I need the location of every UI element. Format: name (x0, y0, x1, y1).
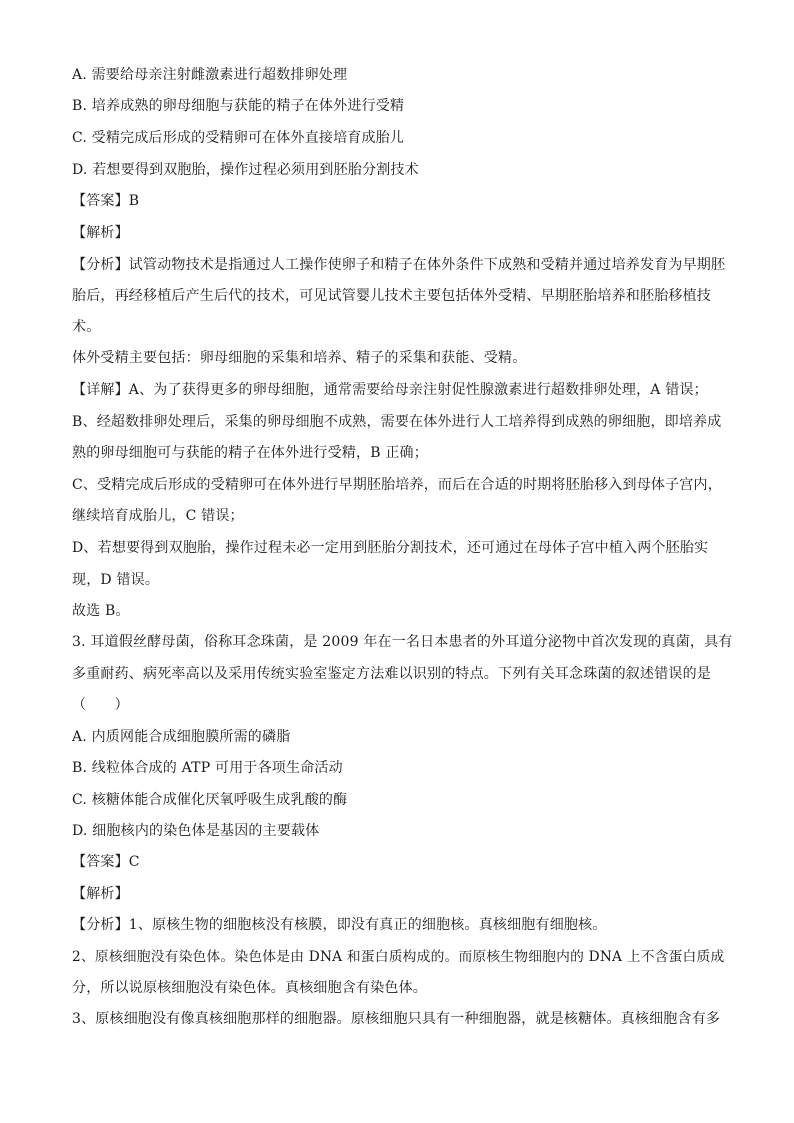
answer-blank: （ ） (72, 697, 129, 713)
detail-text-line: C、受精完成后形成的受精卵可在体外进行早期胚胎培养，而后在合适的时期将胚胎移入到母体子宫内， (72, 477, 722, 493)
detail-text-line: 继续培育成胎儿，C 错误； (72, 508, 244, 524)
option-d-line: D. 细胞核内的染色体是基因的主要载体 (72, 823, 320, 839)
question-3-line: 多重耐药、病死率高以及采用传统实验室鉴定方法难以识别的特点。下列有关耳念珠菌的叙述错误的是 (72, 666, 711, 682)
detail-text-line: 【详解】A、为了获得更多的卵母细胞，通常需要给母亲注射促性腺激素进行超数排卵处理，A 错误； (72, 382, 708, 398)
answer-line: 【答案】B (72, 193, 140, 209)
option-b-line: B. 培养成熟的卵母细胞与获能的精子在体外进行受精 (72, 98, 405, 114)
option-c-line: C. 核糖体能合成催化厌氧呼吸生成乳酸的酶 (72, 792, 348, 808)
answer-line: 【答案】C (72, 854, 140, 870)
detail-text-line: 现，D 错误。 (72, 572, 160, 588)
analysis-text-line: 【分析】1、原核生物的细胞核没有核膜，即没有真正的细胞核。真核细胞有细胞核。 (72, 917, 607, 933)
conclusion-line: 故选 B。 (72, 603, 130, 619)
analysis-text-line: 体外受精主要包括：卵母细胞的采集和培养、精子的采集和获能、受精。 (72, 350, 527, 366)
option-a-line: A. 内质网能合成细胞膜所需的磷脂 (72, 729, 291, 745)
question-3-line: 3. 耳道假丝酵母菌，俗称耳念珠菌，是 2009 年在一名日本患者的外耳道分泌物中首次发现的真菌，具有 (72, 634, 733, 650)
analysis-text-line: 胎后，再经移植后产生后代的技术，可见试管婴儿技术主要包括体外受精、早期胚胎培养和胚胎移植技 (72, 288, 711, 304)
analysis-text-line: 3、原核细胞没有像真核细胞那样的细胞器。原核细胞只具有一种细胞器，就是核糖体。真核细胞含有多 (72, 1011, 721, 1027)
analysis-text-line: 分，所以说原核细胞没有染色体。真核细胞含有染色体。 (72, 980, 427, 996)
analysis-text-line: 2、原核细胞没有染色体。染色体是由 DNA 和蛋白质构成的。而原核生物细胞内的 DNA 上不含蛋白质成 (72, 949, 725, 965)
analysis-text-line: 术。 (72, 319, 101, 335)
option-d-line: D. 若想要得到双胞胎，操作过程必须用到胚胎分割技术 (72, 162, 419, 178)
analysis-heading: 【解析】 (72, 225, 129, 241)
detail-text-line: 熟的卵母细胞可与获能的精子在体外进行受精，B 正确； (72, 445, 428, 461)
option-b-line: B. 线粒体合成的 ATP 可用于各项生命活动 (72, 760, 343, 776)
option-a-line: A. 需要给母亲注射雌激素进行超数排卵处理 (72, 67, 348, 83)
analysis-text-line: 【分析】试管动物技术是指通过人工操作使卵子和精子在体外条件下成熟和受精并通过培养发育为早期胚 (72, 257, 726, 273)
detail-text-line: D、若想要得到双胞胎，操作过程未必一定用到胚胎分割技术，还可通过在母体子宫中植入两个胚胎实 (72, 540, 709, 556)
option-c-line: C. 受精完成后形成的受精卵可在体外直接培育成胎儿 (72, 130, 405, 146)
detail-text-line: B、经超数排卵处理后，采集的卵母细胞不成熟，需要在体外进行人工培养得到成熟的卵细胞，即培养成 (72, 414, 722, 430)
analysis-heading: 【解析】 (72, 886, 129, 902)
